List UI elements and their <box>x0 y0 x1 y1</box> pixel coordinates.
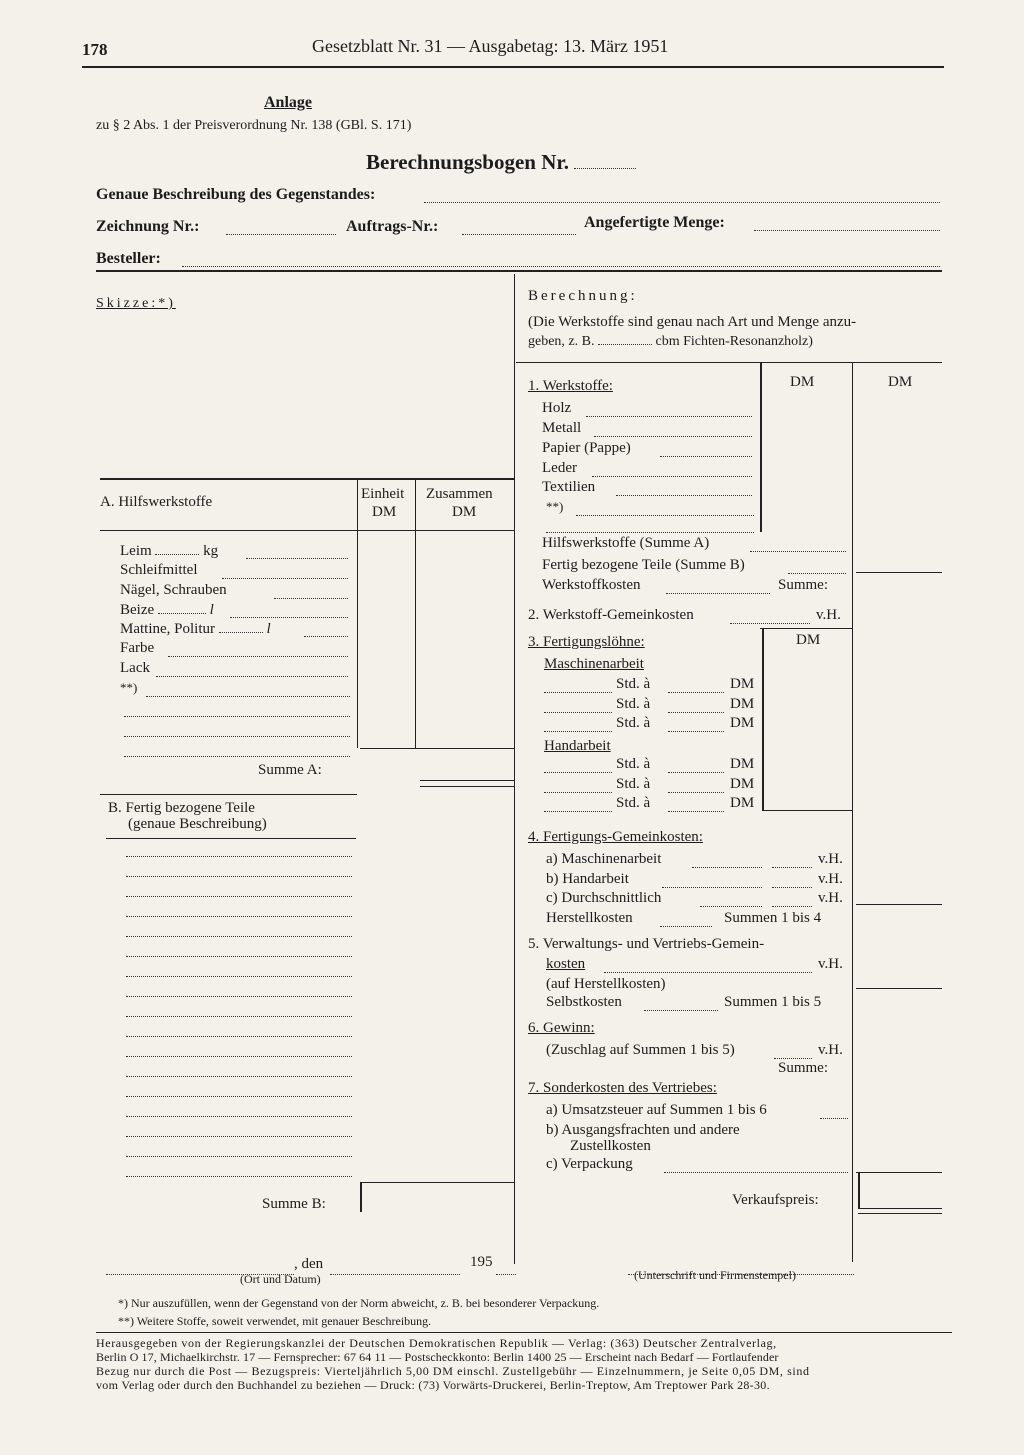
summe-b-label: Summe B: <box>262 1196 326 1212</box>
b-item-field[interactable] <box>126 1124 352 1137</box>
selbstkosten-sum-rule <box>856 988 942 989</box>
a-item-amount-field[interactable] <box>219 620 263 633</box>
a-item-mattine <box>120 620 271 638</box>
a-item-leader <box>274 586 348 599</box>
a-item-label: Beize <box>120 602 155 618</box>
b-item-field[interactable] <box>126 944 352 957</box>
auftrag-label: Auftrags-Nr.: <box>346 218 439 235</box>
datum-field[interactable] <box>330 1262 460 1275</box>
note-example-field[interactable] <box>598 332 652 345</box>
menge-field[interactable] <box>754 218 940 231</box>
b-item-field[interactable] <box>126 984 352 997</box>
b-item-field[interactable] <box>126 1084 352 1097</box>
berechnung-note-1: (Die Werkstoffe sind genau nach Art und Menge anzu- <box>528 314 857 330</box>
b-item-field[interactable] <box>126 884 352 897</box>
b-item-field[interactable] <box>126 1064 352 1077</box>
form-number-field[interactable] <box>574 156 636 169</box>
col-einheit-header: Einheit <box>361 486 405 502</box>
a-item-schleifmittel: Schleifmittel <box>120 562 198 578</box>
s6-percent-field[interactable] <box>774 1046 812 1059</box>
handarbeit-label: Handarbeit <box>544 738 611 754</box>
einheit-col-right <box>415 478 416 748</box>
std-rate-field[interactable] <box>668 799 724 812</box>
dm-header-1: DM <box>790 374 815 390</box>
s5-percent-field[interactable] <box>604 960 812 973</box>
form-title-text: Berechnungsbogen Nr. <box>366 150 570 174</box>
a-item-leader <box>156 664 348 677</box>
b-item-field[interactable] <box>126 1004 352 1017</box>
summen-1-5: Summen 1 bis 5 <box>724 994 822 1010</box>
std-label: Std. à <box>616 795 651 811</box>
std-hours-field[interactable] <box>544 799 612 812</box>
s4-vh: v.H. <box>818 890 843 906</box>
b-item-field[interactable] <box>126 1144 352 1157</box>
b-item-field[interactable] <box>126 1164 352 1177</box>
s1-extra-field[interactable] <box>546 520 754 533</box>
section-b-title: B. Fertig bezogene Teile <box>108 800 255 816</box>
s7-b1: b) Ausgangsfrachten und andere <box>546 1122 740 1138</box>
std-rate-field[interactable] <box>668 719 724 732</box>
std-dm: DM <box>730 776 755 792</box>
ort-datum-caption: (Ort und Datum) <box>240 1272 321 1286</box>
s1-item-leader <box>592 464 752 477</box>
b-item-field[interactable] <box>126 924 352 937</box>
s1-item-leader <box>586 404 752 417</box>
s7-c: c) Verpackung <box>546 1156 633 1172</box>
fertig-summe-b: Fertig bezogene Teile (Summe B) <box>542 557 745 573</box>
a-extra-field[interactable] <box>124 724 350 737</box>
a-item-naegel: Nägel, Schrauben <box>120 582 227 598</box>
berechnung-note-2 <box>528 332 813 350</box>
s5-title-2: kosten <box>546 956 586 972</box>
s3-box-top <box>760 628 852 629</box>
a-item-leader <box>222 566 348 579</box>
std-rate-field[interactable] <box>668 760 724 773</box>
s2-vh: v.H. <box>816 607 841 623</box>
col2-divider <box>852 362 853 1262</box>
section-b-top-rule <box>100 794 357 795</box>
s1-item-papier: Papier (Pappe) <box>542 440 631 456</box>
summe-a-double-1 <box>420 780 514 781</box>
s4-vh: v.H. <box>818 871 843 887</box>
s7-leader <box>820 1106 848 1119</box>
std-dm: DM <box>730 795 755 811</box>
column-divider <box>514 274 515 1264</box>
b-item-field[interactable] <box>126 904 352 917</box>
a-extra-field[interactable] <box>146 684 350 697</box>
a-item-amount-field[interactable] <box>158 601 206 614</box>
s6-summe: Summe: <box>778 1060 829 1076</box>
b-item-field[interactable] <box>126 1024 352 1037</box>
s5-title-1: 5. Verwaltungs- und Vertriebs-Gemein- <box>528 936 765 952</box>
page-number: 178 <box>82 40 108 59</box>
s6-sub: (Zuschlag auf Summen 1 bis 5) <box>546 1042 735 1058</box>
s6-title: 6. Gewinn: <box>528 1020 595 1036</box>
year-label: 195 <box>470 1254 493 1270</box>
verkaufspreis-box-left <box>858 1172 860 1208</box>
fields-rule <box>96 270 942 272</box>
dm-header-2: DM <box>888 374 913 390</box>
footnote-2: **) Weitere Stoffe, soweit verwendet, mit genauer Beschreibung. <box>118 1314 432 1328</box>
s4-percent-field[interactable] <box>772 855 812 868</box>
col-einheit-dm: DM <box>372 504 397 520</box>
s5-vh: v.H. <box>818 956 843 972</box>
s7-leader <box>664 1160 848 1173</box>
a-item-amount-field[interactable] <box>155 542 199 555</box>
b-item-field[interactable] <box>126 864 352 877</box>
beschreibung-label: Genaue Beschreibung des Gegenstandes: <box>96 186 376 203</box>
werkstoffkosten-sum-rule <box>856 572 942 573</box>
s4-leader <box>692 855 762 868</box>
hilfs-summe-a: Hilfswerkstoffe (Summe A) <box>542 535 710 551</box>
anlage-subtitle: zu § 2 Abs. 1 der Preisverordnung Nr. 138 (GBl. S. 171) <box>96 118 412 133</box>
a-item-label: Leim <box>120 543 152 559</box>
std-label: Std. à <box>616 776 651 792</box>
s3-title: 3. Fertigungslöhne: <box>528 634 645 650</box>
s4-vh: v.H. <box>818 851 843 867</box>
std-rate-field[interactable] <box>668 780 724 793</box>
selbstkosten-label: Selbstkosten <box>546 994 622 1010</box>
std-dm: DM <box>730 756 755 772</box>
a-item-leim <box>120 542 218 560</box>
herstellkosten-sum-rule <box>856 904 942 905</box>
a-item-unit: l <box>209 602 214 618</box>
section-a-header-rule <box>100 530 514 531</box>
footnote-1: *) Nur auszufüllen, wenn der Gegenstand von der Norm abweicht, z. B. bei besonderer Verpackung. <box>118 1296 600 1310</box>
a-item-unit: kg <box>203 543 219 559</box>
hilfs-leader <box>750 539 846 552</box>
s7-title: 7. Sonderkosten des Vertriebes: <box>528 1080 717 1096</box>
std-hours-field[interactable] <box>544 700 612 713</box>
unterschrift-caption: (Unterschrift und Firmenstempel) <box>634 1268 796 1282</box>
verkaufspreis-double-2 <box>858 1213 942 1214</box>
berechnung-title: Berechnung: <box>528 288 638 304</box>
s4-leader <box>662 875 762 888</box>
imprint-line-3: Bezug nur durch die Post — Bezugspreis: Vierteljährlich 5,00 DM einschl. Zustellgebühr — Einzelnummern, je Seite 0,05 DM, sind <box>96 1364 810 1378</box>
std-dm: DM <box>730 715 755 731</box>
s6-vh: v.H. <box>818 1042 843 1058</box>
summen-1-4: Summen 1 bis 4 <box>724 910 822 926</box>
a-extra-field[interactable] <box>124 704 350 717</box>
beschreibung-field[interactable] <box>424 190 940 203</box>
std-label: Std. à <box>616 756 651 772</box>
zeichnung-label: Zeichnung Nr.: <box>96 218 200 235</box>
a-item-farbe: Farbe <box>120 640 155 656</box>
werkstoffkosten-leader <box>666 581 770 594</box>
s4-title: 4. Fertigungs-Gemeinkosten: <box>528 829 703 845</box>
selbstkosten-leader <box>644 998 718 1011</box>
imprint-rule <box>96 1332 952 1333</box>
a-item-lack: Lack <box>120 660 150 676</box>
verkaufspreis-top-rule <box>856 1172 942 1173</box>
year-field[interactable] <box>496 1262 516 1275</box>
section-a-top-rule <box>100 478 514 480</box>
verkaufspreis-double-1 <box>858 1208 942 1209</box>
std-dm: DM <box>730 676 755 692</box>
col1-divider <box>760 362 762 532</box>
a-item-leader <box>230 605 348 618</box>
s1-title: 1. Werkstoffe: <box>528 378 613 394</box>
s1-item-leder: Leder <box>542 460 577 476</box>
maschinenarbeit-label: Maschinenarbeit <box>544 656 644 672</box>
a-item-leader <box>168 644 348 657</box>
a-item-unit: l <box>266 621 271 637</box>
std-hours-field[interactable] <box>544 780 612 793</box>
summe-b-rule <box>360 1182 514 1183</box>
s1-extra-field[interactable] <box>576 503 754 516</box>
header-rule <box>82 66 944 68</box>
s2-title: 2. Werkstoff-Gemeinkosten <box>528 607 694 623</box>
section-b-subtitle: (genaue Beschreibung) <box>128 816 267 832</box>
skizze-label: Skizze:*) <box>96 296 176 311</box>
s4-c: c) Durchschnittlich <box>546 890 662 906</box>
besteller-label: Besteller: <box>96 250 161 267</box>
summe-a-double-2 <box>420 786 514 787</box>
summe-a-label: Summe A: <box>258 762 322 778</box>
fertig-leader <box>788 561 846 574</box>
std-label: Std. à <box>616 715 651 731</box>
note-text: cbm Fichten-Resonanzholz) <box>655 334 813 349</box>
s1-item-leader <box>660 444 752 457</box>
imprint-line-2: Berlin O 17, Michaelkirchstr. 17 — Fernsprecher: 67 64 11 — Postscheckkonto: Berlin 1400 25 — Erscheint nach Bedarf — Fortlaufender <box>96 1350 779 1364</box>
einheit-col-left <box>357 478 358 748</box>
s3-box-left <box>762 628 764 810</box>
note-text: geben, z. B. <box>528 334 595 349</box>
b-item-field[interactable] <box>126 1044 352 1057</box>
form-title <box>366 150 636 175</box>
s4-a: a) Maschinenarbeit <box>546 851 662 867</box>
std-dm: DM <box>730 696 755 712</box>
summe-a-rule <box>360 748 514 749</box>
werkstoffkosten-summe: Summe: <box>778 577 829 593</box>
zeichnung-field[interactable] <box>226 222 336 235</box>
anlage-title: Anlage <box>264 94 312 111</box>
std-hours-field[interactable] <box>544 760 612 773</box>
s1-item-metall: Metall <box>542 420 582 436</box>
s4-leader <box>700 894 762 907</box>
auftrag-field[interactable] <box>462 222 576 235</box>
std-rate-field[interactable] <box>668 700 724 713</box>
s4-b: b) Handarbeit <box>546 871 629 887</box>
col-zusammen-dm: DM <box>452 504 477 520</box>
a-item-label: Mattine, Politur <box>120 621 215 637</box>
section-a-title: A. Hilfswerkstoffe <box>100 494 213 510</box>
werkstoffkosten-label: Werkstoffkosten <box>542 577 641 593</box>
std-hours-field[interactable] <box>544 719 612 732</box>
s1-item-other: **) <box>546 499 564 514</box>
std-rate-field[interactable] <box>668 680 724 693</box>
a-item-leader <box>246 546 348 559</box>
s1-item-textilien: Textilien <box>542 479 596 495</box>
a-extra-field[interactable] <box>124 744 350 757</box>
s3-dm-header: DM <box>796 632 821 648</box>
s4-percent-field[interactable] <box>772 894 812 907</box>
std-label: Std. à <box>616 676 651 692</box>
verkaufspreis-label: Verkaufspreis: <box>732 1192 819 1208</box>
herstellkosten-label: Herstellkosten <box>546 910 633 926</box>
section-b-header-rule <box>106 838 356 839</box>
imprint-line-4: vom Verlag oder durch den Buchhandel zu beziehen — Druck: (73) Vorwärts-Druckerei, Berlin-Treptow, Am Treptower Park 28-30. <box>96 1378 770 1392</box>
a-item-other: **) <box>120 680 138 695</box>
s7-a: a) Umsatzsteuer auf Summen 1 bis 6 <box>546 1102 767 1118</box>
den-label: , den <box>294 1256 324 1272</box>
a-item-beize <box>120 601 214 619</box>
b-item-field[interactable] <box>126 844 352 857</box>
a-item-leader <box>304 624 348 637</box>
s2-percent-field[interactable] <box>730 611 810 624</box>
summe-b-box-left <box>360 1182 362 1212</box>
herstellkosten-leader <box>660 914 712 927</box>
col-zusammen-header: Zusammen <box>426 486 493 502</box>
std-label: Std. à <box>616 696 651 712</box>
besteller-field[interactable] <box>182 254 940 267</box>
s1-item-leader <box>616 483 752 496</box>
page-header-title: Gesetzblatt Nr. 31 — Ausgabetag: 13. März 1951 <box>312 36 669 56</box>
s1-item-holz: Holz <box>542 400 572 416</box>
s4-percent-field[interactable] <box>772 875 812 888</box>
b-item-field[interactable] <box>126 1104 352 1117</box>
s1-item-leader <box>594 424 752 437</box>
berechnung-header-rule <box>516 362 942 363</box>
menge-label: Angefertigte Menge: <box>584 214 725 231</box>
imprint-line-1: Herausgegeben von der Regierungskanzlei der Deutschen Demokratischen Republik — Verlag: (363) Deutscher Zentralverlag, <box>96 1336 777 1350</box>
s5-sub: (auf Herstellkosten) <box>546 976 666 992</box>
s3-box-bottom <box>762 810 852 811</box>
std-hours-field[interactable] <box>544 680 612 693</box>
b-item-field[interactable] <box>126 964 352 977</box>
s7-b2: Zustellkosten <box>570 1138 651 1154</box>
